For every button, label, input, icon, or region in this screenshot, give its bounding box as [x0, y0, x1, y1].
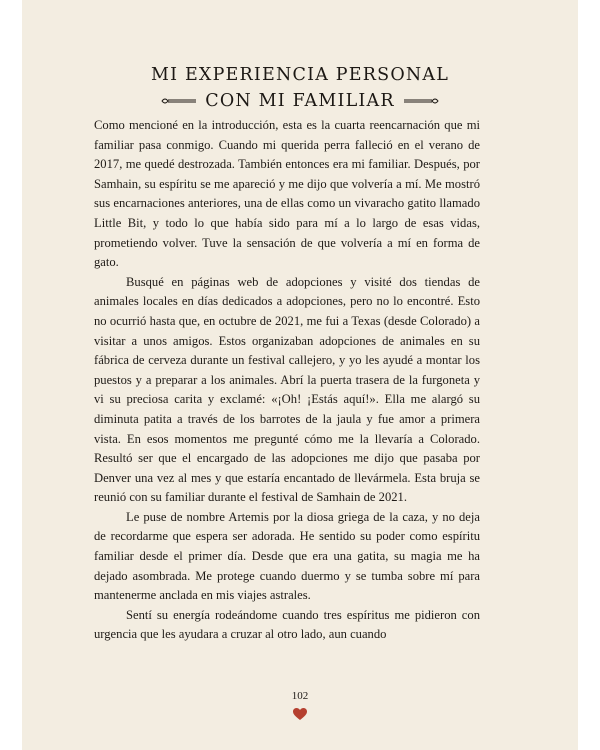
page-number: 102: [291, 690, 309, 702]
paragraph: Sentí su energía rodeándome cuando tres espíritus me pidieron con urgencia que les ayudara a cruzar al otro lado, aun cuando: [94, 607, 480, 642]
heading-line-2: CON MI FAMILIAR: [205, 91, 395, 111]
paragraph: Busqué en páginas web de adopciones y visité dos tiendas de animales locales en días dedicados a adopciones, pero no lo encontré. Esto no ocurrió hasta que, en octubre de 2021, me fui a Texas (desde Colorado) a visitar a unos amigos. Estos organizaban adopciones de animales en su fábrica de cerveza durante un festival callejero, y yo les ayudé a montar los puestos y a preparar a los animales. Abrí la puerta trasera de la furgoneta y vi su preciosa carita y exclamé: «¡Oh! ¡Estás aquí!». Ella me alargó su diminuta patita a través de los barrotes de la jaula y fue amor a primera vista. En esos momentos me pregunté cómo me la llevaría a Colorado. Resultó ser que el encargado de las adopciones me dijo que pasaba por Denver una vez al mes y que estaría encantado de llevármela. Esta bruja se reunió con su familiar durante el festival de Samhain de 2021.: [94, 274, 480, 505]
heading-line-2-row: [22, 88, 578, 114]
book-page: [22, 0, 578, 750]
heading-line-1: MI EXPERIENCIA PERSONAL: [150, 65, 450, 85]
flourish-right-icon: [403, 96, 439, 106]
body-text: [94, 116, 480, 645]
heart-icon: [292, 707, 308, 721]
chapter-heading: [22, 62, 578, 114]
flourish-left-icon: [161, 96, 197, 106]
paragraph: Como mencioné en la introducción, esta es la cuarta reencarnación que mi familiar pasa conmigo. Cuando mi querida perra falleció en el verano de 2017, me quedé destrozada. También entonces era mi familiar. Después, por Samhain, su espíritu se me apareció y me dijo que volvería a mí. Me mostró sus encarnaciones anteriores, una de ellas como un vivaracho gatito llamado Little Bit, y todo lo que había sido para mí a lo largo de esas vidas, prometiendo volver. Tuve la sensación de que volvería a mí en forma de gato.: [94, 118, 480, 270]
paragraph: Le puse de nombre Artemis por la diosa griega de la caza, y no deja de recordarme que espera ser adorada. He sentido su poder como espíritu familiar desde el primer día. Desde que era una gatita, su magia me ha dejado asombrada. Me protege cuando duermo y se tumba sobre mí para mantenerme anclada en mis viajes astrales.: [94, 509, 480, 603]
